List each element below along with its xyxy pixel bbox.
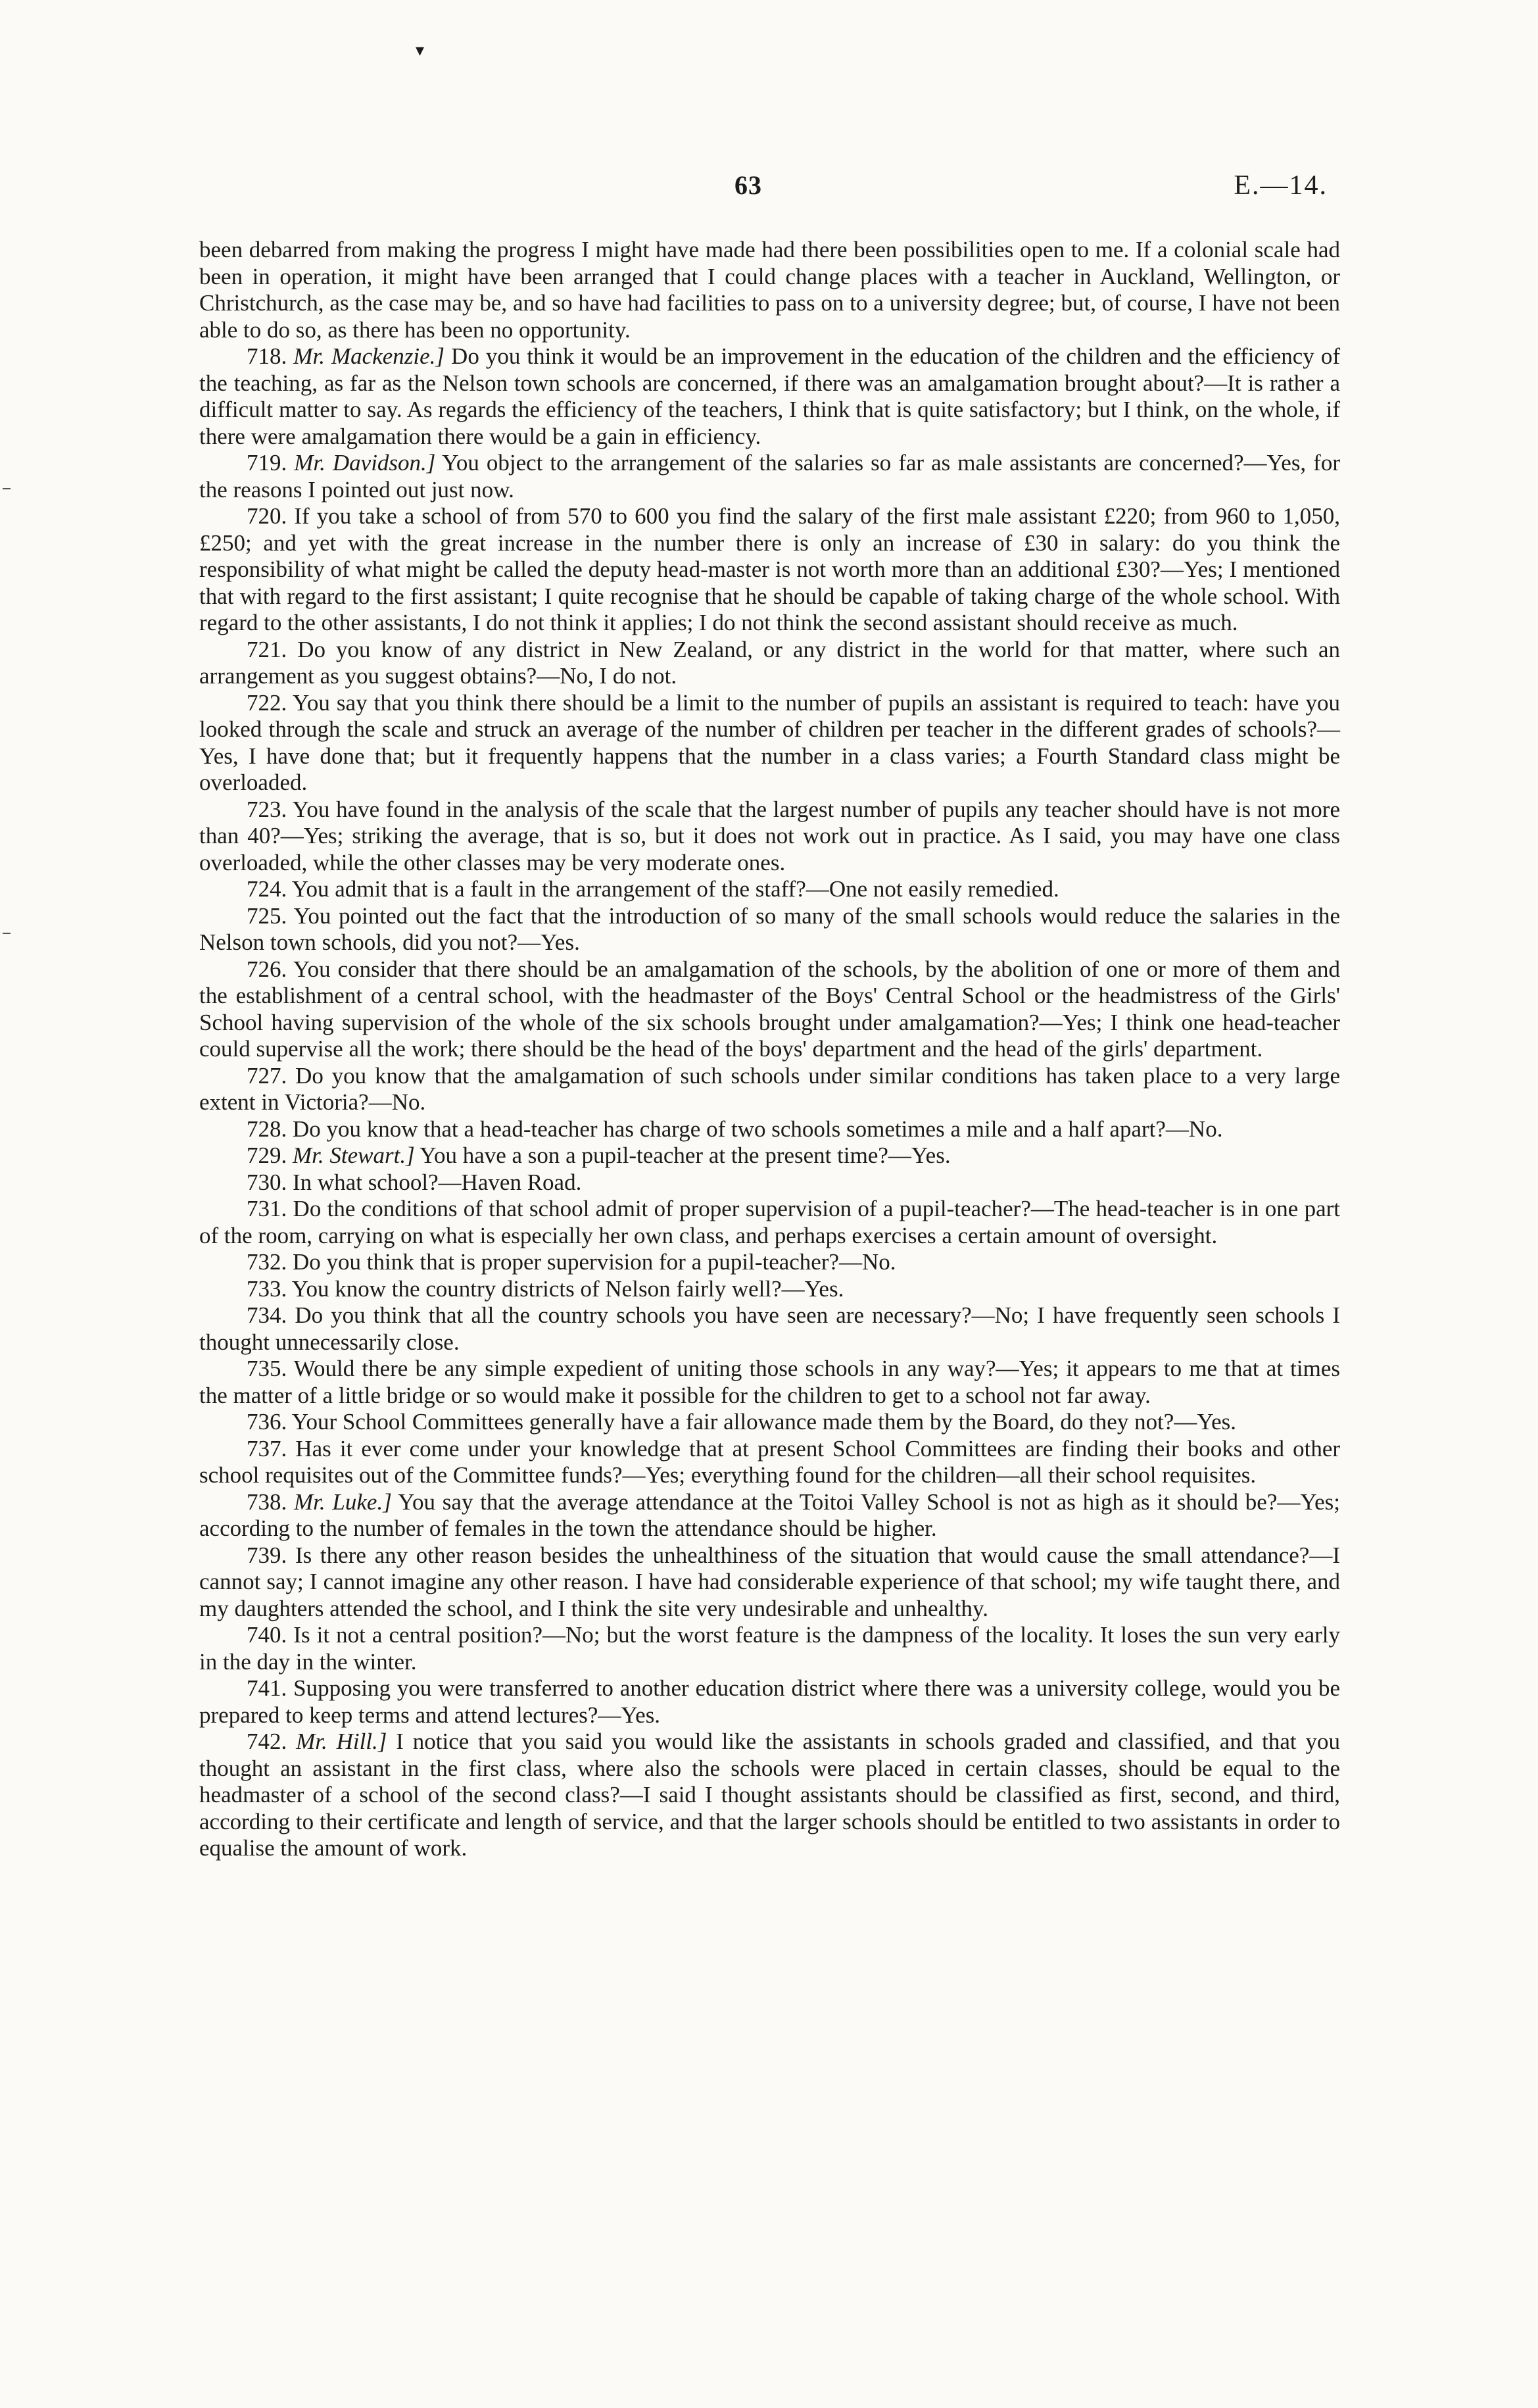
question-paragraph	[199, 1409, 1340, 1436]
question-paragraph	[199, 1143, 1340, 1169]
question-number: 740.	[247, 1622, 287, 1648]
margin-tick	[3, 933, 11, 934]
question-number: 729.	[247, 1143, 287, 1168]
page-number: 63	[734, 170, 762, 200]
speaker-name: Mr. Davidson.]	[294, 450, 436, 476]
question-number: 737.	[247, 1435, 287, 1462]
paragraph-text: You object to the arrangement of the salaries so far as male assistants are concerned?—Yes, for the reasons I pointed out just now.	[199, 450, 1340, 503]
question-paragraph	[199, 1116, 1340, 1143]
paragraph-text: been debarred from making the progress I might have made had there been possibilities open to me. If a colonial scale had been in operation, it might have been arranged that I could change places with a teacher in Auckland, Wellington, or Christchurch, as the case may be, and so have had facilities to pass on to a university degree; but, of course, I have not been able to do so, as there has been no opportunity.	[199, 237, 1340, 343]
paragraph-text: Do you think it would be an improvement in the education of the children and the efficiency of the teaching, as far as the Nelson town schools are concerned, if there was an amalgamation brought about?—It is rather a difficult matter to say. As regards the efficiency of the teachers, I think that is quite satisfactory; but I think, on the whole, if there were amalgamation there would be a gain in efficiency.	[199, 343, 1341, 449]
question-paragraph	[199, 450, 1340, 503]
question-number: 725.	[247, 902, 287, 929]
paragraph-text: You know the country districts of Nelson fairly well?—Yes.	[291, 1275, 844, 1302]
question-paragraph	[199, 1489, 1340, 1542]
question-paragraph	[199, 503, 1340, 637]
question-paragraph	[199, 1063, 1340, 1116]
question-paragraph	[199, 956, 1340, 1063]
paragraph-text: Your School Committees generally have a fair allowance made them by the Board, do they not?—Yes.	[291, 1409, 1237, 1435]
question-paragraph	[199, 1196, 1340, 1249]
question-paragraph	[199, 637, 1340, 690]
question-number: 734.	[247, 1302, 287, 1328]
paragraph-text: Do you know that the amalgamation of such schools under similar conditions has taken place to a very large extent in Victoria?—No.	[199, 1062, 1340, 1115]
paragraph-text: In what school?—Haven Road.	[293, 1169, 582, 1195]
question-number: 723.	[247, 796, 287, 822]
paragraph-text: You consider that there should be an amalgamation of the schools, by the abolition of one or more of them and the establishment of a central school, with the headmaster of the Boys' Central School or the headmistress of the Girls' School having supervision of the whole of the six schools brought under amalgamation?—Yes; I think one head-teacher could supervise all the work; there should be the head of the boys' department and the head of the girls' department.	[199, 956, 1341, 1062]
question-paragraph	[199, 1622, 1340, 1675]
question-number: 733.	[247, 1275, 287, 1302]
question-number: 738.	[247, 1488, 287, 1515]
paragraph-text: Would there be any simple expedient of uniting those schools in any way?—Yes; it appears to me that at times the matter of a little bridge or so would make it possible for the children to get to a school not far away.	[199, 1356, 1341, 1408]
question-number: 722.	[247, 689, 287, 716]
question-number: 742.	[247, 1729, 287, 1754]
question-number: 730.	[247, 1169, 287, 1195]
question-paragraph	[199, 1436, 1340, 1489]
body-text	[199, 237, 1340, 1862]
paragraph-text: Do the conditions of that school admit of proper supervision of a pupil-teacher?—The head-teacher is in one part of the room, carrying on what is especially her own class, and perhaps exercises a certain amount of oversight.	[199, 1196, 1340, 1248]
stray-mark: ▾	[416, 41, 425, 60]
question-paragraph	[199, 1729, 1340, 1862]
question-number: 718.	[247, 343, 287, 369]
paragraph-text: You have a son a pupil-teacher at the present time?—Yes.	[414, 1143, 951, 1168]
speaker-name: Mr. Mackenzie.]	[293, 343, 445, 369]
question-paragraph	[199, 797, 1340, 877]
paragraph-text: You admit that is a fault in the arrangement of the staff?—One not easily remedied.	[291, 876, 1059, 902]
question-number: 726.	[247, 956, 287, 982]
question-paragraph	[199, 1169, 1340, 1196]
question-paragraph	[199, 876, 1340, 903]
question-number: 736.	[247, 1409, 287, 1435]
speaker-name: Mr. Luke.]	[294, 1488, 392, 1515]
paragraph-text: You say that you think there should be a limit to the number of pupils an assistant is required to teach: have you looked through the scale and struck an average of the number of children per teacher in the different grades of schools?—Yes, I have done that; but it frequently happens that the number in a class varies; a Fourth Standard class might be overloaded.	[199, 689, 1340, 795]
speaker-name: Mr. Stewart.]	[293, 1143, 415, 1168]
question-number: 728.	[247, 1116, 287, 1142]
paragraph-text: Is there any other reason besides the unhealthiness of the situation that would cause the small attendance?—I cannot say; I cannot imagine any other reason. I have had considerable experience of that school; my wife taught there, and my daughters attended the school, and I think the site very undesirable and unhealthy.	[199, 1542, 1341, 1621]
paragraph-text: You have found in the analysis of the scale that the largest number of pupils any teacher should have is not more than 40?—Yes; striking the average, that is so, but it does not work out in practice. As I said, you may have one class overloaded, while the other classes may be very moderate ones.	[199, 796, 1340, 875]
paragraph-text: Do you think that all the country schools you have seen are necessary?—No; I have frequently seen schools I thought unnecessarily close.	[199, 1302, 1340, 1355]
question-number: 731.	[247, 1196, 287, 1221]
paragraph-text: You pointed out the fact that the introduction of so many of the small schools would reduce the salaries in the Nelson town schools, did you not?—Yes.	[199, 902, 1340, 955]
question-number: 739.	[247, 1542, 287, 1568]
question-number: 741.	[247, 1675, 287, 1701]
question-number: 724.	[247, 876, 287, 902]
question-paragraph	[199, 1249, 1340, 1276]
paragraph-text: Has it ever come under your knowledge that at present School Committees are finding their books and other school requisites out of the Committee funds?—Yes; everything found for the children—all their school requisites.	[199, 1435, 1341, 1488]
question-number: 732.	[247, 1249, 287, 1275]
question-number: 727.	[247, 1062, 287, 1089]
paragraph-text: Do you know of any district in New Zealand, or any district in the world for that matter, where such an arrangement as you suggest obtains?—No, I do not.	[199, 636, 1341, 689]
paragraph-text: I notice that you said you would like the assistants in schools graded and classified, and that you thought an assistant in the first class, where also the schools were placed in certain classes, should be equal to the headmaster of a school of the second class?—I said I thought assistants should be classified as first, second, and third, according to their certificate and length of service, and that the larger schools should be entitled to two assistants in order to equalise the amount of work.	[199, 1729, 1340, 1861]
page-ref: E.—14.	[1234, 170, 1328, 201]
paragraph-text: Is it not a central position?—No; but the worst feature is the dampness of the locality. It loses the sun very early in the day in the winter.	[199, 1622, 1340, 1675]
question-number: 720.	[247, 503, 287, 529]
question-number: 735.	[247, 1356, 287, 1381]
paragraph-text: Supposing you were transferred to another education district where there was a university college, would you be prepared to keep terms and attend lectures?—Yes.	[199, 1675, 1340, 1728]
question-paragraph	[199, 1302, 1340, 1356]
question-paragraph	[199, 1675, 1340, 1729]
paragraph-text: If you take a school of from 570 to 600 you find the salary of the first male assistant £220; from 960 to 1,050, £250; and yet with the great increase in the number there is only an increase of £30 in salary: do you think the responsibility of what might be called the deputy head-master is not worth more than an additional £30?—Yes; I mentioned that with regard to the first assistant; I quite recognise that he should be capable of taking charge of the whole school. With regard to the other assistants, I do not think it applies; I do not think the second assistant should receive as much.	[199, 503, 1340, 635]
question-paragraph	[199, 690, 1340, 797]
question-paragraph	[199, 903, 1340, 956]
question-number: 719.	[247, 450, 287, 476]
question-paragraph	[199, 1356, 1340, 1409]
paragraph-text: Do you think that is proper supervision for a pupil-teacher?—No.	[293, 1249, 896, 1275]
question-paragraph	[199, 1276, 1340, 1303]
question-number: 721.	[247, 636, 287, 662]
question-paragraph	[199, 343, 1340, 450]
continuation-paragraph	[199, 237, 1340, 343]
margin-tick	[3, 488, 11, 489]
speaker-name: Mr. Hill.]	[296, 1729, 387, 1754]
paragraph-text: Do you know that a head-teacher has charge of two schools sometimes a mile and a half apart?—No.	[293, 1116, 1223, 1142]
question-paragraph	[199, 1542, 1340, 1623]
paragraph-text: You say that the average attendance at the Toitoi Valley School is not as high as it should be?—Yes; according to the number of females in the town the attendance should be higher.	[199, 1488, 1341, 1541]
